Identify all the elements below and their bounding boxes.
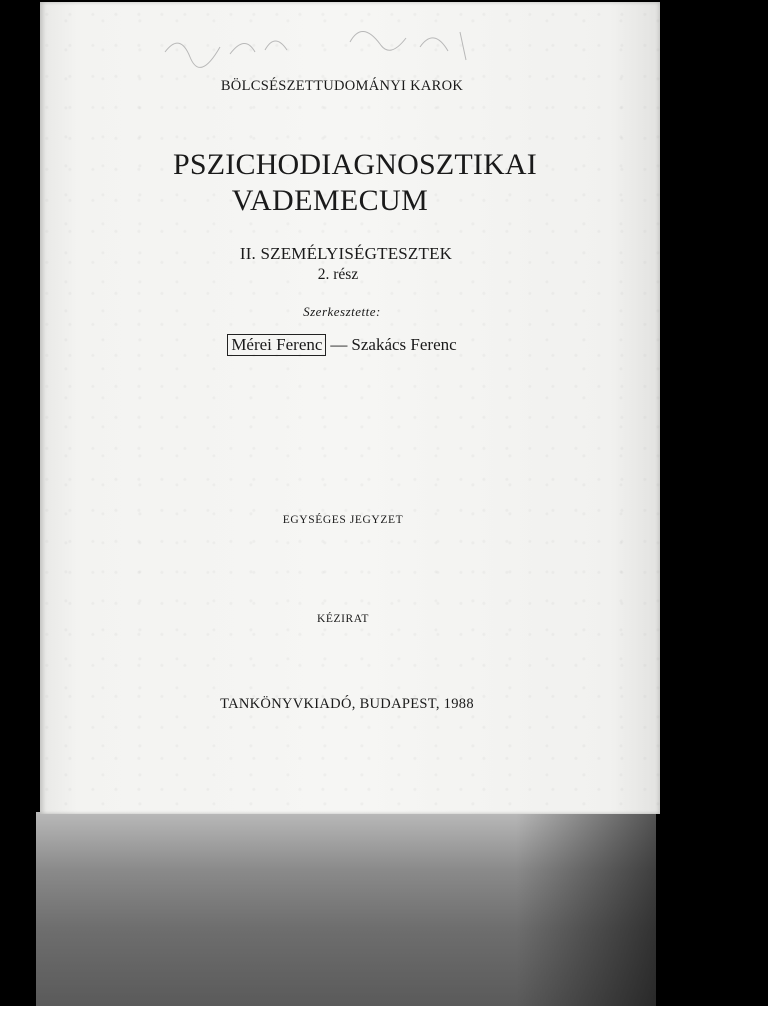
manuscript-label: KÉZIRAT: [316, 613, 370, 625]
editors-line: [32, 334, 652, 356]
editor-separator: —: [330, 335, 348, 354]
editor-name: Szakács Ferenc: [351, 335, 457, 354]
bottom-white-strip: [0, 1006, 768, 1024]
part-number: 2. rész: [317, 266, 359, 283]
book-title-line-1: PSZICHODIAGNOSZTIKAI: [173, 148, 537, 181]
notes-label: EGYSÉGES JEGYZET: [282, 514, 404, 526]
book-title-line-2: VADEMECUM: [231, 184, 429, 217]
volume-title: II. SZEMÉLYISÉGTESZTEK: [239, 244, 453, 263]
faculty-heading: BÖLCSÉSZETTUDOMÁNYI KAROK: [220, 78, 464, 94]
pencil-scribble-mark: [160, 12, 500, 72]
edited-by-label: Szerkesztette:: [303, 304, 381, 319]
editor-name-boxed: Mérei Ferenc: [227, 334, 326, 356]
scanner-reflection: [36, 812, 656, 1006]
publisher-imprint: TANKÖNYVKIADÓ, BUDAPEST, 1988: [220, 696, 474, 712]
book-title-page: [40, 2, 660, 814]
